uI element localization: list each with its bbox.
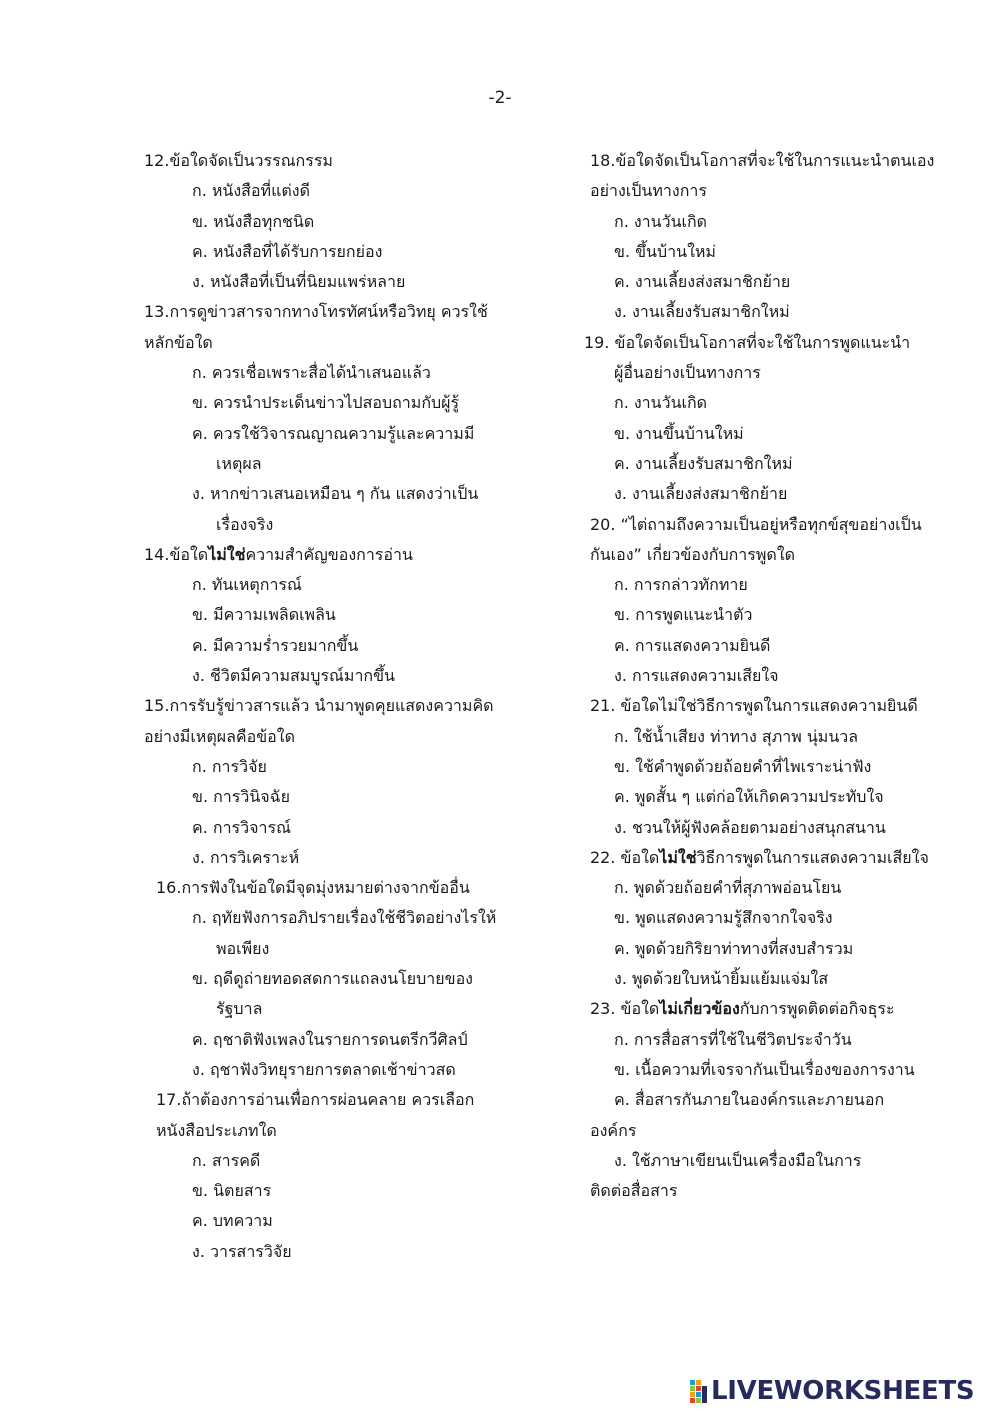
question-17-option-3[interactable]: ค. บทความ	[192, 1211, 273, 1231]
question-13-option-4-cont: เรื่องจริง	[216, 514, 274, 534]
question-16-option-1-cont: พอเพียง	[216, 938, 270, 958]
question-22-pre: 22. ข้อใด	[590, 847, 660, 867]
question-23-emphasis: ไม่เกี่ยวข้อง	[659, 999, 740, 1019]
question-15-option-2[interactable]: ข. การวินิจฉัย	[192, 787, 290, 807]
question-23-option-4-cont: ติดต่อสื่อสาร	[590, 1181, 678, 1201]
question-22-post: วิธีการพูดในการแสดงความเสียใจ	[696, 847, 929, 867]
question-14-emphasis: ไม่ใช่	[208, 544, 246, 564]
question-20-option-4[interactable]: ง. การแสดงความเสียใจ	[614, 666, 779, 686]
question-18-option-1[interactable]: ก. งานวันเกิด	[614, 211, 708, 231]
question-12: 12.ข้อใดจัดเป็นวรรณกรรม	[144, 151, 333, 170]
question-19-option-3[interactable]: ค. งานเลี้ยงรับสมาชิกใหม่	[614, 453, 793, 473]
question-23-option-3-cont: องค์กร	[590, 1120, 637, 1140]
question-17-line-1: 17.ถ้าต้องการอ่านเพื่อการผ่อนคลาย ควรเลือก	[156, 1090, 475, 1110]
question-19-line-1: 19. ข้อใดจัดเป็นโอกาสที่จะใช้ในการพูดแนะนำ	[584, 332, 911, 352]
question-18-line-2: อย่างเป็นทางการ	[590, 181, 707, 201]
question-12-option-3[interactable]: ค. หนังสือที่ได้รับการยกย่อง	[192, 241, 383, 261]
question-22	[584, 843, 956, 873]
liveworksheets-logo	[690, 1374, 974, 1408]
question-17-line-2: หนังสือประเภทใด	[156, 1120, 277, 1140]
question-21-option-3[interactable]: ค. พูดสั้น ๆ แต่ก่อให้เกิดความประทับใจ	[614, 787, 884, 807]
question-16-option-1[interactable]: ก. ฤทัยฟังการอภิปรายเรื่องใช้ชีวิตอย่างไรให้	[192, 908, 497, 928]
liveworksheets-logo-icon	[690, 1378, 708, 1404]
question-18-option-2[interactable]: ข. ขึ้นบ้านใหม่	[614, 241, 716, 261]
question-13-line-1: 13.การดูข่าวสารจากทางโทรทัศน์หรือวิทยุ ควรใช้	[144, 302, 488, 322]
question-15-line-2: อย่างมีเหตุผลคือข้อใด	[144, 726, 295, 746]
question-14-option-2[interactable]: ข. มีความเพลิดเพลิน	[192, 605, 336, 625]
question-21-option-1[interactable]: ก. ใช้น้ำเสียง ท่าทาง สุภาพ นุ่มนวล	[614, 726, 859, 746]
question-13-option-3[interactable]: ค. ควรใช้วิจารณญาณความรู้และความมี	[192, 423, 475, 443]
question-14	[144, 540, 516, 570]
question-18-option-3[interactable]: ค. งานเลี้ยงส่งสมาชิกย้าย	[614, 272, 791, 292]
page-number: -2-	[488, 88, 512, 108]
question-17-option-2[interactable]: ข. นิตยสาร	[192, 1181, 272, 1201]
question-19-line-2: ผู้อื่นอย่างเป็นทางการ	[614, 363, 761, 383]
question-22-emphasis: ไม่ใช่	[659, 847, 697, 867]
question-19-option-4[interactable]: ง. งานเลี้ยงส่งสมาชิกย้าย	[614, 484, 788, 504]
question-21-option-2[interactable]: ข. ใช้คำพูดด้วยถ้อยคำที่ไพเราะน่าฟัง	[614, 756, 872, 776]
question-12-option-1[interactable]: ก. หนังสือที่แต่งดี	[192, 181, 310, 201]
question-16: 16.การฟังในข้อใดมีจุดมุ่งหมายต่างจากข้ออื่น	[156, 878, 470, 898]
question-20-option-2[interactable]: ข. การพูดแนะนำตัว	[614, 605, 753, 625]
question-23	[584, 994, 956, 1024]
question-20-option-1[interactable]: ก. การกล่าวทักทาย	[614, 575, 748, 595]
question-13-option-1[interactable]: ก. ควรเชื่อเพราะสื่อได้นำเสนอแล้ว	[192, 363, 431, 383]
question-23-option-4[interactable]: ง. ใช้ภาษาเขียนเป็นเครื่องมือในการ	[614, 1150, 862, 1170]
question-16-option-2-cont: รัฐบาล	[216, 999, 263, 1019]
question-23-option-3[interactable]: ค. สื่อสารกันภายในองค์กรและภายนอก	[614, 1090, 885, 1110]
left-column	[144, 146, 516, 1267]
question-21-option-4[interactable]: ง. ชวนให้ผู้ฟังคล้อยตามอย่างสนุกสนาน	[614, 817, 886, 837]
question-23-post: กับการพูดติดต่อกิจธุระ	[739, 999, 895, 1019]
question-20-line-1: 20. “ไต่ถามถึงความเป็นอยู่หรือทุกข์สุขอย่างเป็น	[590, 514, 922, 534]
question-15-option-3[interactable]: ค. การวิจารณ์	[192, 817, 291, 837]
question-20-option-3[interactable]: ค. การแสดงความยินดี	[614, 635, 771, 655]
question-13-option-4[interactable]: ง. หากข่าวเสนอเหมือน ๆ กัน แสดงว่าเป็น	[192, 484, 479, 504]
liveworksheets-logo-text: LIVEWORKSHEETS	[711, 1376, 975, 1406]
question-15-option-4[interactable]: ง. การวิเคราะห์	[192, 847, 300, 867]
question-13-option-2[interactable]: ข. ควรนำประเด็นข่าวไปสอบถามกับผู้รู้	[192, 393, 460, 413]
question-16-option-4[interactable]: ง. ฤชาฟังวิทยุรายการตลาดเช้าข่าวสด	[192, 1059, 456, 1079]
question-18-option-4[interactable]: ง. งานเลี้ยงรับสมาชิกใหม่	[614, 302, 790, 322]
question-16-option-3[interactable]: ค. ฤชาติฟังเพลงในรายการดนตรีกวีศิลป์	[192, 1029, 468, 1049]
question-17-option-4[interactable]: ง. วารสารวิจัย	[192, 1241, 292, 1261]
question-22-option-3[interactable]: ค. พูดด้วยกิริยาท่าทางที่สงบสำรวม	[614, 938, 854, 958]
question-13-option-3-cont: เหตุผล	[216, 453, 262, 473]
question-19-option-1[interactable]: ก. งานวันเกิด	[614, 393, 708, 413]
question-14-option-3[interactable]: ค. มีความร่ำรวยมากขึ้น	[192, 635, 359, 655]
question-12-option-4[interactable]: ง. หนังสือที่เป็นที่นิยมแพร่หลาย	[192, 272, 406, 292]
question-19-option-2[interactable]: ข. งานขึ้นบ้านใหม่	[614, 423, 744, 443]
question-23-pre: 23. ข้อใด	[590, 999, 660, 1019]
question-20-line-2: กันเอง” เกี่ยวข้องกับการพูดใด	[590, 544, 796, 564]
question-18-line-1: 18.ข้อใดจัดเป็นโอกาสที่จะใช้ในการแนะนำตนเอง	[590, 151, 935, 170]
question-12-option-2[interactable]: ข. หนังสือทุกชนิด	[192, 211, 315, 231]
question-13-line-2: หลักข้อใด	[144, 332, 213, 352]
right-column	[584, 146, 956, 1206]
question-14-option-1[interactable]: ก. ทันเหตุการณ์	[192, 575, 302, 595]
question-23-option-1[interactable]: ก. การสื่อสารที่ใช้ในชีวิตประจำวัน	[614, 1029, 852, 1049]
question-16-option-2[interactable]: ข. ฤดีดูถ่ายทอดสดการแถลงนโยบายของ	[192, 969, 473, 989]
question-15-option-1[interactable]: ก. การวิจัย	[192, 756, 267, 776]
question-17-option-1[interactable]: ก. สารคดี	[192, 1150, 261, 1170]
question-14-pre: 14.ข้อใด	[144, 544, 209, 564]
question-15-line-1: 15.การรับรู้ข่าวสารแล้ว นำมาพูดคุยแสดงความคิด	[144, 696, 494, 716]
question-22-option-1[interactable]: ก. พูดด้วยถ้อยคำที่สุภาพอ่อนโยน	[614, 878, 842, 898]
question-23-option-2[interactable]: ข. เนื้อความที่เจรจากันเป็นเรื่องของการงาน	[614, 1059, 915, 1079]
question-14-post: ความสำคัญของการอ่าน	[245, 544, 413, 564]
question-22-option-4[interactable]: ง. พูดด้วยใบหน้ายิ้มแย้มแจ่มใส	[614, 969, 829, 989]
question-22-option-2[interactable]: ข. พูดแสดงความรู้สึกจากใจจริง	[614, 908, 833, 928]
question-14-option-4[interactable]: ง. ชีวิตมีความสมบูรณ์มากขึ้น	[192, 666, 395, 686]
question-21: 21. ข้อใดไม่ใช่วิธีการพูดในการแสดงความยินดี	[590, 696, 918, 716]
